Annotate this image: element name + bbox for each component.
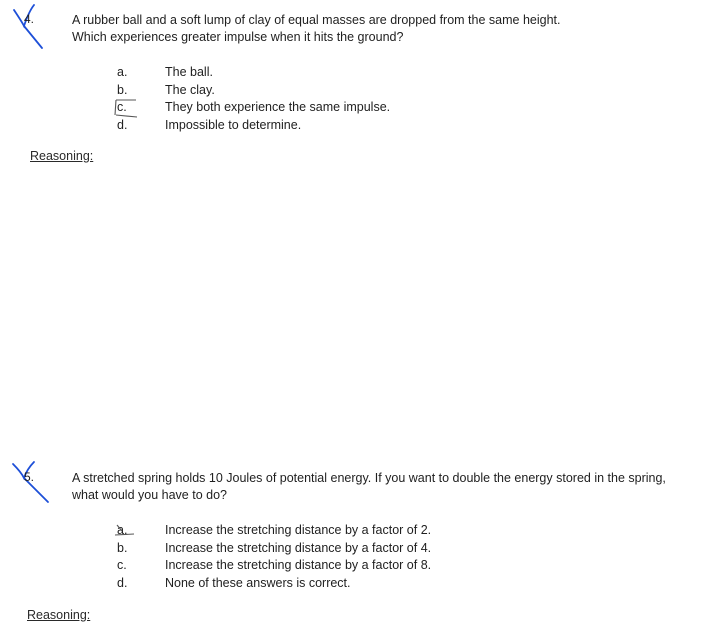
choice-d[interactable] [112, 575, 472, 593]
choice-text: Impossible to determine. [165, 117, 302, 132]
choice-text: Increase the stretching distance by a factor of 2. [165, 523, 432, 537]
choice-a[interactable] [112, 64, 472, 82]
choice-b[interactable] [112, 540, 472, 558]
reasoning-label: Reasoning: [27, 608, 91, 622]
question-number: 4. [24, 12, 35, 26]
choice-text: The clay. [165, 82, 215, 97]
choice-letter: d. [117, 117, 128, 132]
choice-letter: b. [117, 540, 128, 555]
question-text-line: A rubber ball and a soft lump of clay of equal masses are dropped from the same height. [72, 13, 561, 27]
choice-c[interactable] [112, 99, 472, 117]
choice-c[interactable] [112, 557, 472, 575]
choice-letter: a. [117, 65, 128, 79]
choice-letter: c. [117, 100, 127, 114]
choice-text: The ball. [165, 65, 213, 79]
choice-letter: d. [117, 575, 128, 590]
choice-text: Increase the stretching distance by a factor of 8. [165, 558, 432, 572]
choice-text: They both experience the same impulse. [165, 100, 391, 114]
choice-letter: c. [117, 558, 127, 572]
choice-text: Increase the stretching distance by a factor of 4. [165, 540, 432, 555]
question-text-line: A stretched spring holds 10 Joules of potential energy. If you want to double the energy stored in the spring, [72, 471, 666, 485]
choice-letter: a. [117, 523, 128, 537]
question-text [72, 12, 712, 46]
question-text-line: Which experiences greater impulse when it hits the ground? [72, 30, 404, 44]
question-text [72, 470, 712, 504]
choice-a[interactable] [112, 522, 472, 540]
choice-d[interactable] [112, 117, 472, 135]
wrong-check-mark-q4 [12, 4, 48, 50]
choice-b[interactable] [112, 82, 472, 100]
answer-choices [112, 522, 472, 592]
choice-letter: b. [117, 82, 128, 97]
choice-text: None of these answers is correct. [165, 575, 351, 590]
question-number: 5. [24, 470, 35, 484]
answer-choices [112, 64, 472, 134]
question-text-line: what would you have to do? [72, 488, 227, 502]
reasoning-label: Reasoning: [30, 149, 94, 163]
